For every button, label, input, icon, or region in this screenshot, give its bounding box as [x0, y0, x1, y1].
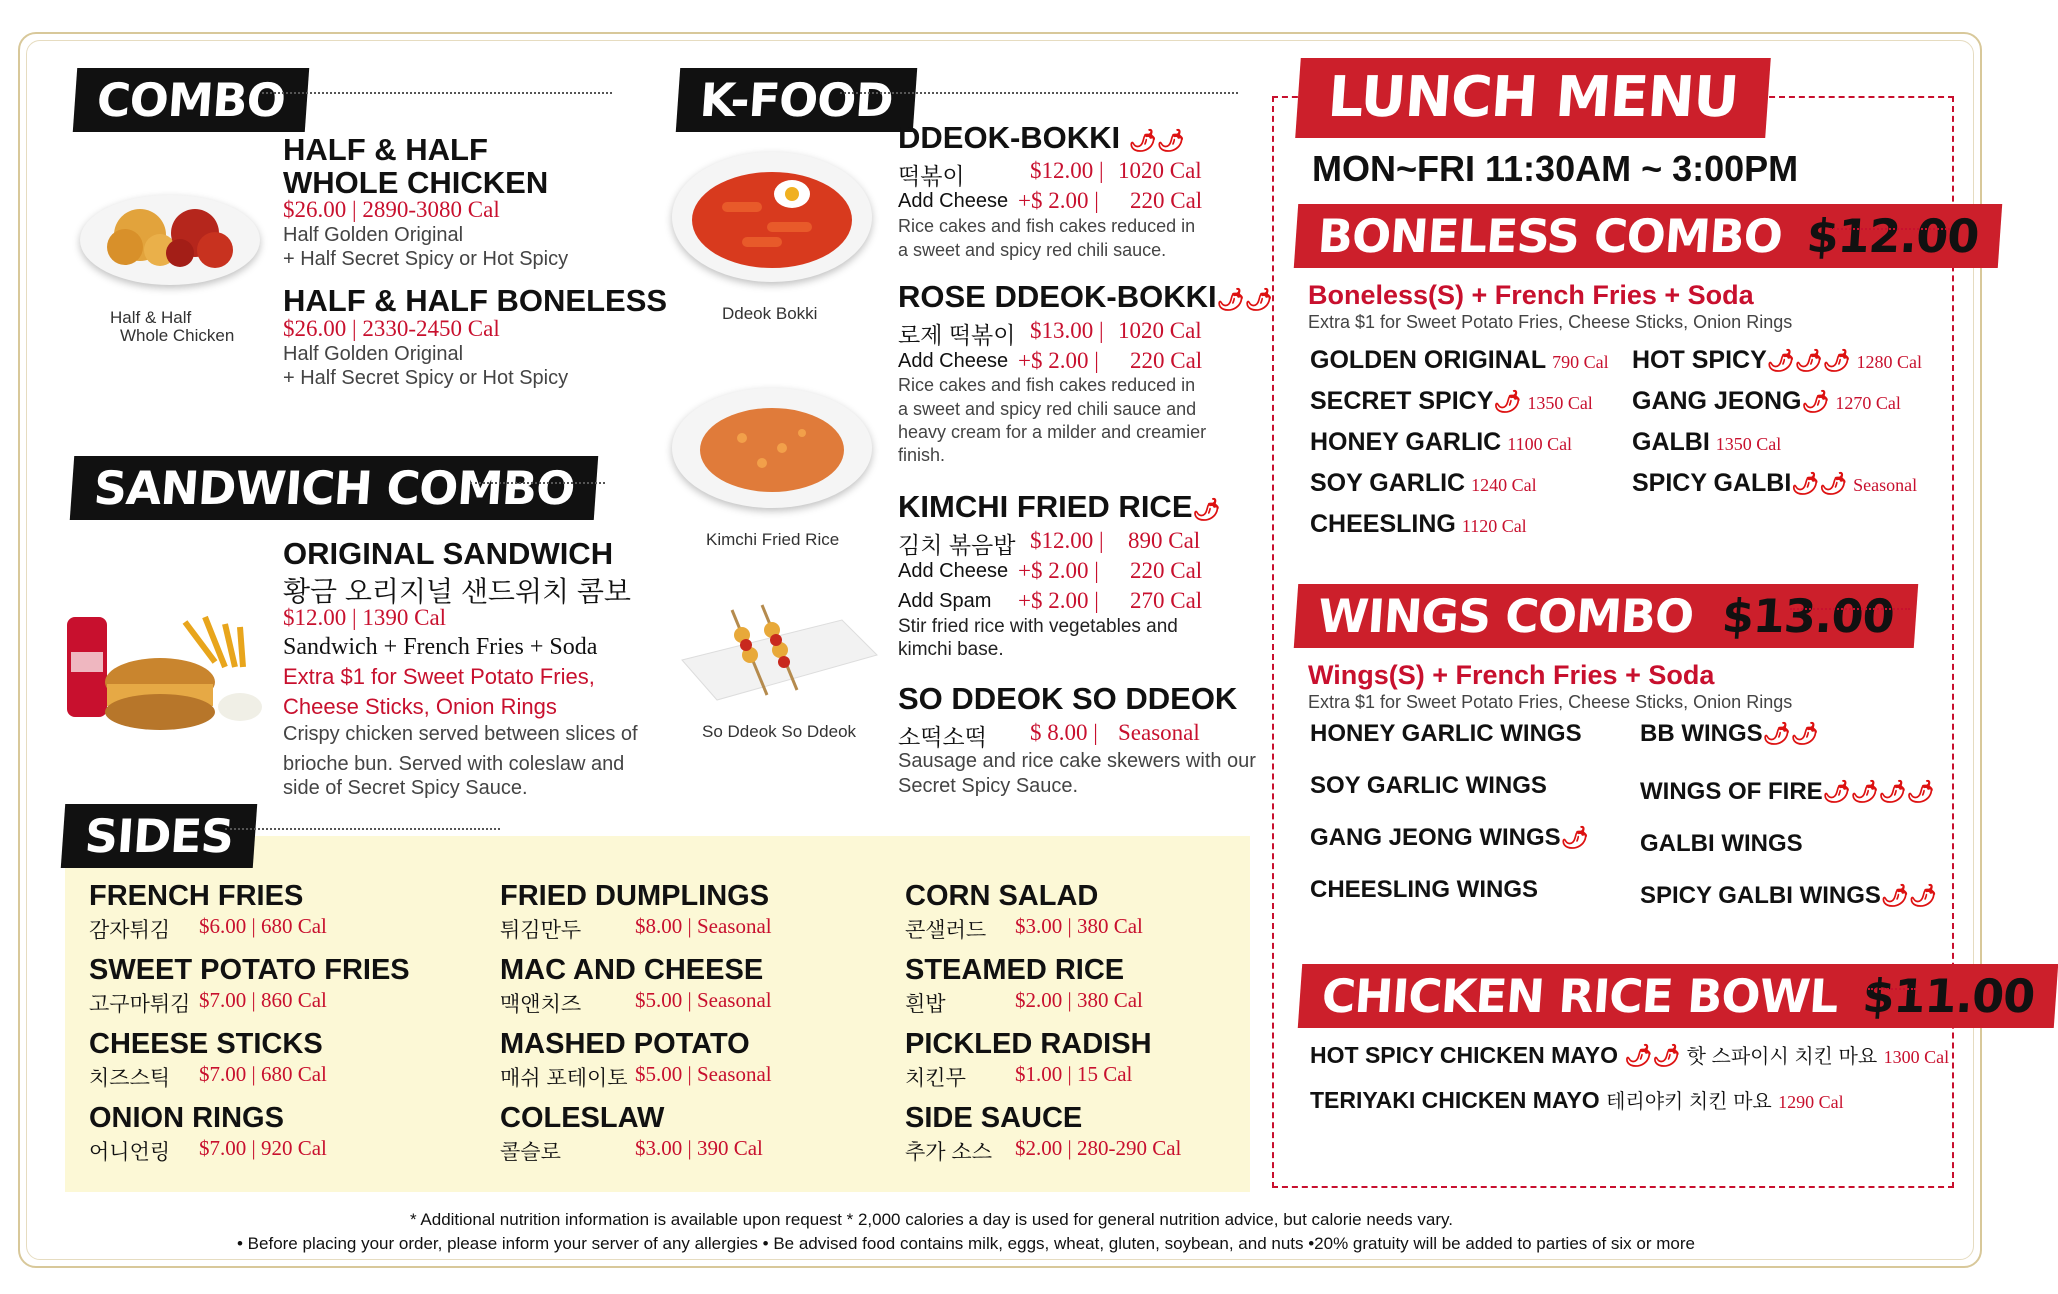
divider	[1790, 600, 1910, 610]
sandwich-desc3: side of Secret Spicy Sauce.	[283, 777, 528, 799]
side-item-korean: 콜슬로	[500, 1141, 561, 1164]
wings-item	[1310, 876, 1538, 904]
sandwich-desc1: Crispy chicken served between slices of	[283, 723, 638, 745]
soddeok-korean: 소떡소떡	[898, 724, 987, 750]
rose-desc1: Rice cakes and fish cakes reduced in	[898, 375, 1196, 395]
side-item-name: MASHED POTATO	[500, 1028, 750, 1060]
chili-pepper-icon: 🌶	[1192, 497, 1221, 522]
boneless-item-name: GOLDEN ORIGINAL	[1310, 346, 1547, 374]
sandwich-extra1: Extra $1 for Sweet Potato Fries,	[283, 664, 595, 689]
chili-pepper-icon: 🌶🌶	[1880, 883, 1937, 908]
chili-pepper-icon: 🌶🌶	[1762, 721, 1819, 746]
boneless-includes: Boneless(S) + French Fries + Soda	[1308, 280, 1754, 310]
combo-item2-desc2: + Half Secret Spicy or Hot Spicy	[283, 367, 569, 389]
side-item-price: $5.00 | Seasonal	[635, 988, 772, 1012]
side-item-korean: 매쉬 포테이토	[500, 1067, 628, 1090]
boneless-item	[1632, 428, 1781, 457]
so-ddeok-image	[672, 600, 882, 710]
so-ddeok-caption: So Ddeok So Ddeok	[702, 722, 857, 741]
soddeok-price: $ 8.00 |	[1030, 720, 1098, 745]
ricebowl-item2: TERIYAKI CHICKEN MAYO 테리야키 치킨 마요 1290 Cal	[1310, 1087, 1844, 1113]
side-item-name: CHEESE STICKS	[89, 1028, 323, 1060]
sandwich-price: $12.00 | 1390 Cal	[283, 605, 447, 630]
side-item-price: $7.00 | 680 Cal	[199, 1062, 327, 1086]
boneless-item-cal: 1270 Cal	[1835, 393, 1901, 413]
boneless-item-cal: 1350 Cal	[1527, 393, 1593, 413]
sandwich-extra2: Cheese Sticks, Onion Rings	[283, 694, 557, 719]
sandwich-header: SANDWICH COMBO	[70, 456, 599, 520]
ricebowl-item1: HOT SPICY CHICKEN MAYO 🌶🌶 핫 스파이시 치킨 마요 1300 Cal	[1310, 1042, 1950, 1068]
combo-item2-desc1: Half Golden Original	[283, 343, 464, 365]
footer-line2: • Before placing your order, please inform your server of any allergies • Be advised food contains milk, eggs, wheat, gluten, soybean, and nuts •20% gratuity will be added to parties of six or more	[237, 1234, 1695, 1253]
divider	[470, 474, 605, 484]
boneless-item-cal: 1100 Cal	[1507, 434, 1573, 454]
side-item-korean: 맥앤치즈	[500, 993, 582, 1016]
kimchi-addon1: Add Cheese	[898, 560, 1009, 582]
wings-extra: Extra $1 for Sweet Potato Fries, Cheese Sticks, Onion Rings	[1308, 692, 1793, 712]
chili-pepper-icon: 🌶🌶	[1624, 1043, 1681, 1068]
side-item-price: $1.00 | 15 Cal	[1015, 1062, 1133, 1086]
boneless-header: BONELESS COMBO $12.00	[1294, 204, 2003, 268]
divider	[225, 820, 500, 830]
rose-desc3: heavy cream for a milder and creamier	[898, 422, 1207, 442]
divider	[262, 84, 612, 94]
divider	[840, 84, 1238, 94]
chili-pepper-icon: 🌶🌶	[1216, 287, 1273, 312]
rose-korean: 로제 떡볶이	[898, 322, 1016, 348]
rose-price: $13.00 |	[1030, 318, 1104, 343]
kimchi-addon2: Add Spam	[898, 590, 992, 612]
boneless-item-cal: 1120 Cal	[1461, 516, 1527, 536]
divider	[1830, 220, 1950, 230]
side-item-name: COLESLAW	[500, 1102, 665, 1134]
ddeokbokki-price: $12.00 |	[1030, 158, 1104, 183]
boneless-item-cal: Seasonal	[1853, 475, 1918, 495]
boneless-item-name: SECRET SPICY	[1310, 387, 1494, 415]
wings-header: WINGS COMBO $13.00	[1294, 584, 1918, 648]
side-item-name: CORN SALAD	[905, 880, 1099, 912]
kimchi-addon2-cal: 270 Cal	[1130, 588, 1203, 613]
boneless-item	[1632, 346, 1922, 375]
wings-item	[1640, 882, 1937, 910]
boneless-item-cal: 790 Cal	[1552, 352, 1609, 372]
boneless-item-name: HONEY GARLIC	[1310, 428, 1502, 456]
boneless-item	[1310, 346, 1609, 375]
side-item-price: $7.00 | 860 Cal	[199, 988, 327, 1012]
wings-item-name: WINGS OF FIRE	[1640, 778, 1823, 805]
wings-item-name: GANG JEONG WINGS	[1310, 824, 1561, 851]
side-item-name: SWEET POTATO FRIES	[89, 954, 410, 986]
boneless-item	[1632, 387, 1901, 416]
kfood-header: K-FOOD	[676, 68, 917, 132]
combo-item1-desc1: Half Golden Original	[283, 224, 464, 246]
side-item-price: $6.00 | 680 Cal	[199, 914, 327, 938]
wings-item-name: HONEY GARLIC WINGS	[1310, 720, 1582, 747]
soddeok-cal: Seasonal	[1118, 720, 1200, 745]
wings-item	[1640, 720, 1819, 748]
boneless-item	[1632, 469, 1917, 498]
boneless-item-name: GALBI	[1632, 428, 1710, 456]
combo-item1-title-2: WHOLE CHICKEN	[283, 165, 549, 200]
kimchi-korean: 김치 볶음밥	[898, 532, 1016, 558]
ddeokbokki-image	[672, 152, 872, 282]
side-item-price: $8.00 | Seasonal	[635, 914, 772, 938]
boneless-item-name: CHEESLING	[1310, 510, 1456, 538]
boneless-item	[1310, 510, 1527, 539]
chili-pepper-icon: 🌶🌶🌶🌶	[1822, 779, 1935, 804]
ddeokbokki-desc1: Rice cakes and fish cakes reduced in	[898, 216, 1196, 236]
side-item-korean: 어니언링	[89, 1141, 171, 1164]
footer-line1: * Additional nutrition information is available upon request * 2,000 calories a day is used for general nutrition advice, but calorie needs vary.	[410, 1210, 1453, 1229]
side-item-price: $5.00 | Seasonal	[635, 1062, 772, 1086]
side-item-price: $3.00 | 380 Cal	[1015, 914, 1143, 938]
wings-item-name: SOY GARLIC WINGS	[1310, 772, 1547, 799]
ddeokbokki-caption: Ddeok Bokki	[722, 304, 818, 323]
combo-item1-title-1: HALF & HALF	[283, 132, 488, 167]
boneless-extra: Extra $1 for Sweet Potato Fries, Cheese Sticks, Onion Rings	[1308, 312, 1793, 332]
soddeok-desc2: Secret Spicy Sauce.	[898, 775, 1079, 797]
kimchi-desc2: kimchi base.	[898, 639, 1004, 660]
chili-pepper-icon: 🌶	[1560, 825, 1589, 850]
ddeokbokki-addon-price: +$ 2.00 |	[1018, 188, 1099, 213]
ricebowl-header: CHICKEN RICE BOWL $11.00	[1298, 964, 2058, 1028]
combo-item2-title: HALF & HALF BONELESS	[283, 283, 668, 318]
chili-pepper-icon: 🌶	[1493, 389, 1522, 414]
side-item-price: $2.00 | 280-290 Cal	[1015, 1136, 1182, 1160]
wings-item	[1310, 720, 1582, 748]
side-item-korean: 고구마튀김	[89, 993, 191, 1016]
side-item-name: MAC AND CHEESE	[500, 954, 764, 986]
ddeokbokki-korean: 떡볶이	[898, 163, 965, 189]
sandwich-korean: 황금 오리지널 샌드위치 콤보	[283, 576, 631, 607]
side-item-korean: 흰밥	[905, 993, 946, 1016]
rose-desc2: a sweet and spicy red chili sauce and	[898, 399, 1197, 419]
wings-item	[1310, 772, 1547, 800]
wings-item-name: GALBI WINGS	[1640, 830, 1803, 857]
side-item-name: ONION RINGS	[89, 1102, 284, 1134]
side-item-korean: 콘샐러드	[905, 919, 987, 942]
chili-pepper-icon: 🌶🌶	[1128, 128, 1185, 153]
combo-item1-desc2: + Half Secret Spicy or Hot Spicy	[283, 248, 569, 270]
ddeokbokki-desc2: a sweet and spicy red chili sauce.	[898, 240, 1167, 260]
side-item-name: SIDE SAUCE	[905, 1102, 1083, 1134]
combo-header: COMBO	[73, 68, 309, 132]
wings-item-name: SPICY GALBI WINGS	[1640, 882, 1881, 909]
wings-item-name: BB WINGS	[1640, 720, 1763, 747]
lunch-header: LUNCH MENU	[1295, 58, 1770, 138]
rose-title: ROSE DDEOK-BOKKI🌶🌶	[898, 279, 1273, 314]
wings-includes: Wings(S) + French Fries + Soda	[1308, 660, 1715, 690]
rose-cal: 1020 Cal	[1118, 318, 1202, 343]
wings-item-name: CHEESLING WINGS	[1310, 876, 1539, 903]
boneless-item-cal: 1350 Cal	[1715, 434, 1782, 454]
chicken-image	[80, 195, 260, 285]
sandwich-includes: Sandwich + French Fries + Soda	[283, 634, 598, 660]
lunch-hours: MON~FRI 11:30AM ~ 3:00PM	[1312, 148, 1799, 189]
kimchi-addon2-price: +$ 2.00 |	[1018, 588, 1099, 613]
boneless-item	[1310, 469, 1537, 498]
side-item-korean: 감자튀김	[89, 919, 171, 942]
rose-addon-cal: 220 Cal	[1130, 348, 1203, 373]
side-item-name: FRENCH FRIES	[89, 880, 304, 912]
soddeok-title: SO DDEOK SO DDEOK	[898, 681, 1238, 716]
side-item-korean: 치킨무	[905, 1067, 966, 1090]
boneless-item	[1310, 387, 1593, 416]
chili-pepper-icon: 🌶🌶🌶	[1766, 348, 1851, 373]
rose-desc4: finish.	[898, 445, 946, 465]
divider	[1868, 980, 1916, 990]
chicken-caption-2: Whole Chicken	[120, 326, 235, 345]
kimchi-addon1-price: +$ 2.00 |	[1018, 558, 1099, 583]
side-item-korean: 치즈스틱	[89, 1067, 171, 1090]
wings-item	[1640, 778, 1934, 806]
chili-pepper-icon: 🌶	[1801, 389, 1830, 414]
rose-addon: Add Cheese	[898, 350, 1009, 372]
kimchi-desc1: Stir fried rice with vegetables and	[898, 616, 1178, 637]
kimchi-title: KIMCHI FRIED RICE🌶	[898, 489, 1221, 524]
ddeokbokki-title: DDEOK-BOKKI 🌶🌶	[898, 120, 1185, 155]
side-item-korean: 튀김만두	[500, 919, 582, 942]
side-item-name: FRIED DUMPLINGS	[500, 880, 770, 912]
kimchi-rice-caption: Kimchi Fried Rice	[706, 530, 840, 549]
side-item-name: STEAMED RICE	[905, 954, 1125, 986]
side-item-name: PICKLED RADISH	[905, 1028, 1152, 1060]
rose-addon-price: +$ 2.00 |	[1018, 348, 1099, 373]
wings-item	[1310, 824, 1589, 852]
sandwich-image	[65, 612, 265, 742]
kimchi-cal: 890 Cal	[1128, 528, 1201, 553]
sandwich-title: ORIGINAL SANDWICH	[283, 536, 614, 571]
boneless-item	[1310, 428, 1572, 457]
ddeokbokki-addon-cal: 220 Cal	[1130, 188, 1203, 213]
ddeokbokki-cal: 1020 Cal	[1118, 158, 1202, 183]
chili-pepper-icon: 🌶🌶	[1791, 471, 1848, 496]
side-item-price: $2.00 | 380 Cal	[1015, 988, 1143, 1012]
soddeok-desc1: Sausage and rice cake skewers with our	[898, 750, 1256, 772]
side-item-price: $7.00 | 920 Cal	[199, 1136, 327, 1160]
sides-header: SIDES	[61, 804, 257, 868]
chicken-caption-1: Half & Half	[110, 308, 192, 327]
kimchi-rice-image	[672, 388, 872, 508]
side-item-korean: 추가 소스	[905, 1141, 992, 1164]
sandwich-desc2: brioche bun. Served with coleslaw and	[283, 753, 625, 775]
boneless-item-name: SOY GARLIC	[1310, 469, 1466, 497]
side-item-price: $3.00 | 390 Cal	[635, 1136, 763, 1160]
boneless-item-name: SPICY GALBI	[1632, 469, 1792, 497]
boneless-item-name: GANG JEONG	[1632, 387, 1802, 415]
wings-item	[1640, 830, 1803, 858]
boneless-item-cal: 1240 Cal	[1471, 475, 1537, 495]
kimchi-addon1-cal: 220 Cal	[1130, 558, 1203, 583]
kimchi-price: $12.00 |	[1030, 528, 1104, 553]
boneless-item-name: HOT SPICY	[1632, 346, 1767, 374]
ddeokbokki-addon: Add Cheese	[898, 190, 1009, 212]
combo-item1-price: $26.00 | 2890-3080 Cal	[283, 197, 500, 222]
combo-item2-price: $26.00 | 2330-2450 Cal	[283, 316, 500, 341]
boneless-item-cal: 1280 Cal	[1856, 352, 1923, 372]
